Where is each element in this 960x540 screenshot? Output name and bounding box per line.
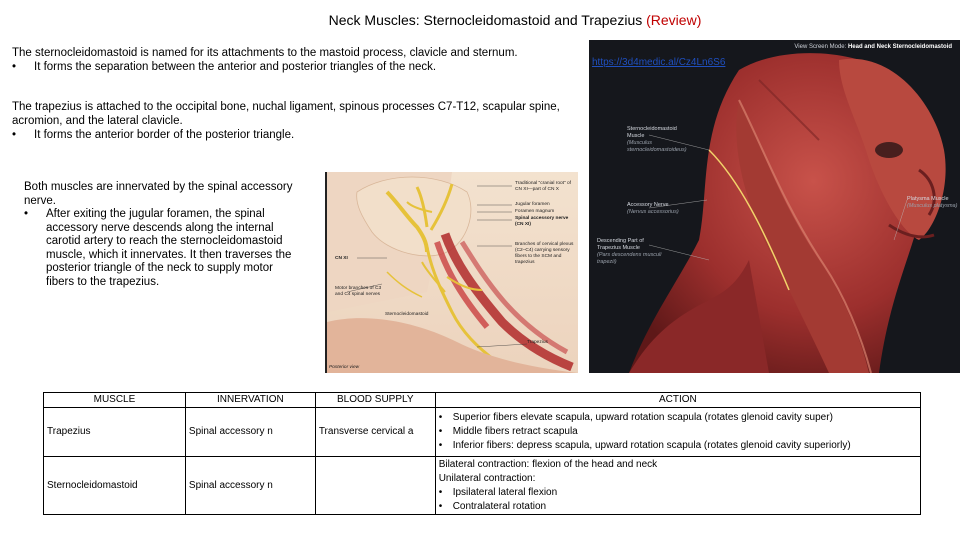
- action-text: Middle fibers retract scapula: [452, 426, 578, 437]
- scm-bullet: [12, 60, 597, 74]
- photo-label-platysma-name: Platysma Muscle: [907, 196, 949, 202]
- action-item: [439, 411, 917, 425]
- action-item: [439, 500, 917, 514]
- action-bilateral: Bilateral contraction: flexion of the head and neck: [438, 458, 658, 470]
- table-row: [44, 408, 921, 457]
- trap-bullet-text: It forms the anterior border of the posterior triangle.: [34, 129, 295, 141]
- table-row: [44, 457, 921, 515]
- bullet-glyph: •: [438, 412, 443, 423]
- label-sternocleidomastoid: Sternocleidomastoid: [385, 312, 429, 317]
- action-item: [439, 439, 917, 453]
- photo-header-label: View Screen Mode:: [794, 44, 847, 50]
- action-text: Inferior fibers: depress scapula, upward rotation scapula (rotates glenoid cavity superiorly): [452, 440, 851, 451]
- header-blood-supply: BLOOD SUPPLY: [315, 393, 435, 408]
- innervation-intro: Both muscles are innervated by the spinal accessory nerve.: [24, 181, 293, 207]
- page-title: [0, 12, 960, 28]
- photo-label-desc-latin: (Pars descendens musculi trapezii): [597, 252, 662, 265]
- photo-label-platysma-latin: (Musculus platysma): [907, 203, 958, 209]
- 3d4medical-link[interactable]: https://3d4medic.al/Cz4Ln6S6: [592, 57, 726, 68]
- spinal-accessory-diagram: [325, 172, 578, 373]
- label-foramen-magnum: Foramen magnum: [515, 209, 555, 214]
- scm-intro: The sternocleidomastoid is named for its attachments to the mastoid process, clavicle and sternum.: [12, 47, 518, 59]
- scm-paragraph: [12, 46, 597, 74]
- cell-blood: Transverse cervical a: [315, 408, 435, 457]
- action-text: Contralateral rotation: [452, 500, 547, 512]
- trapezius-paragraph: [12, 100, 587, 142]
- bullet-glyph: •: [12, 61, 17, 73]
- innervation-bullet: [24, 208, 304, 289]
- bullet-glyph: •: [438, 426, 443, 437]
- photo-label-scm: [627, 126, 689, 154]
- title-main: Neck Muscles: Sternocleidomastoid and Trapezius: [328, 12, 643, 28]
- label-cervical-branches: Branches of cervical plexus (C2–C4) carrying sensory fibers to the SCM and trapezius: [515, 242, 574, 265]
- anatomy-3d-render: [589, 40, 960, 373]
- photo-label-platysma: [907, 196, 959, 210]
- action-item: [439, 486, 917, 500]
- action-item: [439, 425, 917, 439]
- photo-header-value: Head and Neck Sternocleidomastoid: [847, 44, 952, 50]
- action-text: Superior fibers elevate scapula, upward rotation scapula (rotates glenoid cavity super): [452, 412, 833, 423]
- cell-blood: [315, 457, 435, 515]
- table-header-row: [44, 393, 921, 408]
- cell-action: [435, 408, 920, 457]
- label-c3-c4: Motor branches of C3 and C4 spinal nerves: [335, 286, 382, 297]
- photo-label-scm-latin: (Musculus sternocleidomastoideus): [627, 140, 687, 153]
- cell-muscle: Sternocleidomastoid: [44, 457, 186, 515]
- bullet-glyph: •: [438, 440, 443, 451]
- photo-header: [794, 44, 952, 50]
- header-innervation: INNERVATION: [185, 393, 315, 408]
- muscle-summary-table: [43, 392, 921, 515]
- cell-innervation: Spinal accessory n: [185, 457, 315, 515]
- label-jugular-foramen: Jugular foramen: [515, 202, 550, 207]
- label-cranial-root: Traditional "cranial root" of CN XI—part of CN X: [515, 181, 572, 192]
- label-cn-xi: CN XI: [335, 256, 348, 261]
- innervation-paragraph: [24, 181, 304, 289]
- trap-bullet: [12, 128, 587, 142]
- photo-label-accessory-name: Accessory Nerve: [627, 202, 669, 208]
- bullet-glyph: •: [438, 500, 443, 512]
- photo-label-desc-trapezius: [597, 238, 667, 266]
- photo-label-accessory: [627, 202, 689, 216]
- action-text: Ipsilateral lateral flexion: [452, 486, 558, 498]
- action-unilateral: Unilateral contraction:: [438, 472, 536, 484]
- label-trapezius: Trapezius: [527, 340, 548, 345]
- cell-innervation: Spinal accessory n: [185, 408, 315, 457]
- cell-action: [435, 457, 920, 515]
- bullet-glyph: •: [438, 486, 443, 498]
- scm-bullet-text: It forms the separation between the anterior and posterior triangles of the neck.: [34, 61, 437, 73]
- label-view: Posterior view: [329, 365, 360, 370]
- bullet-glyph: •: [12, 129, 17, 141]
- header-muscle: MUSCLE: [44, 393, 186, 408]
- trap-intro: The trapezius is attached to the occipital bone, nuchal ligament, spinous processes C7-T12, scapular spine, acromion, and the lateral clavicle.: [12, 101, 560, 127]
- bullet-glyph: •: [24, 208, 29, 220]
- photo-label-accessory-latin: (Nervus accessorius): [627, 209, 679, 215]
- cell-muscle: Trapezius: [44, 408, 186, 457]
- header-action: ACTION: [435, 393, 920, 408]
- photo-label-scm-name: Sternocleidomastoid Muscle: [627, 126, 677, 139]
- innervation-bullet-text: After exiting the jugular foramen, the spinal accessory nerve descends along the internal carotid artery to reach the sternocleidomastoid muscle, which it innervates. It then traverses the posterior triangle of the neck to supply motor fibers to the trapezius.: [46, 208, 292, 288]
- label-spinal-accessory: Spinal accessory nerve (CN XI): [515, 216, 569, 227]
- photo-label-desc-name: Descending Part of Trapezius Muscle: [597, 238, 644, 251]
- title-review: (Review): [646, 12, 702, 28]
